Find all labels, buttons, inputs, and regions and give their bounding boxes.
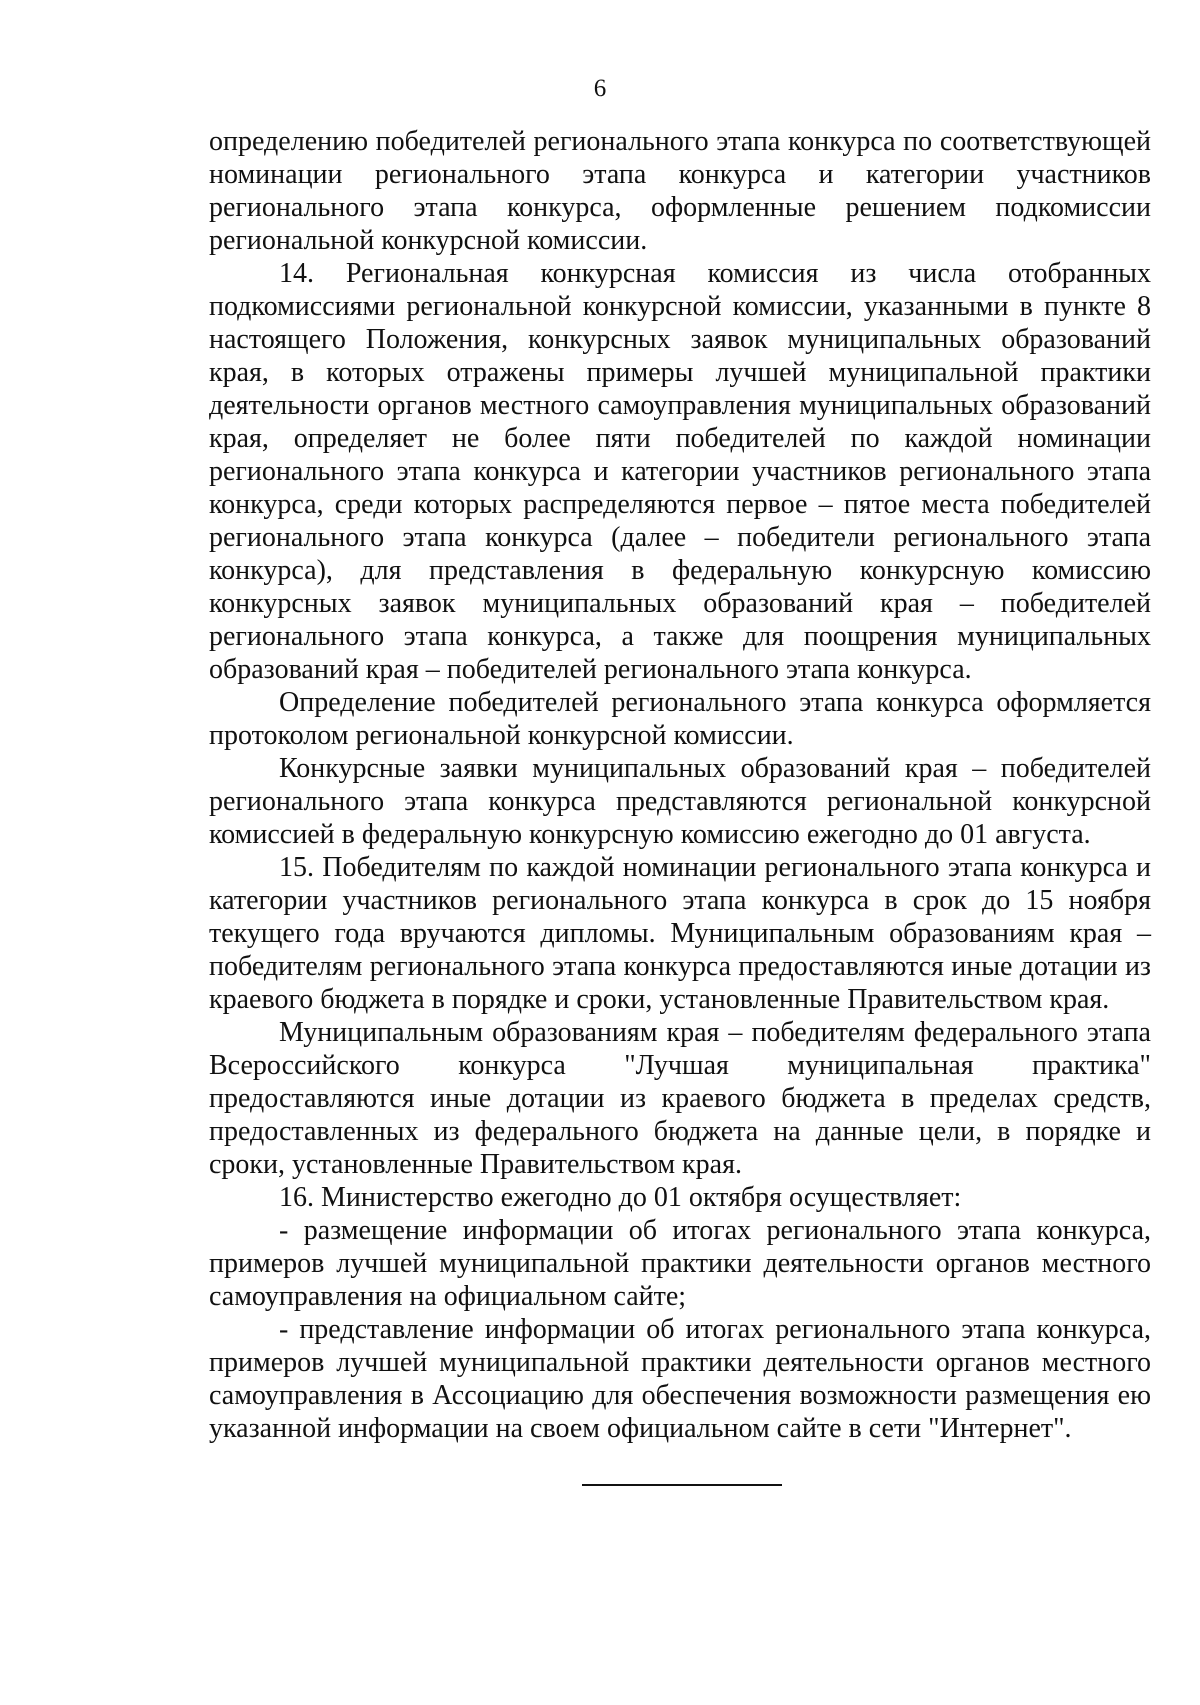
list-item-publication: - размещение информации об итогах регионального этапа конкурса, примеров лучшей муниципальной практики деятельности органов местного самоуправления на официальном сайте; xyxy=(209,1215,1151,1312)
paragraph-item-16: 16. Министерство ежегодно до 01 октября осуществляет: xyxy=(279,1182,962,1213)
page-number: 6 xyxy=(593,75,607,102)
paragraph-item-15: 15. Победителям по каждой номинации регионального этапа конкурса и категории участников регионального этапа конкурса в срок до 15 ноября текущего года вручаются дипломы. Муниципальным образованиям края – победителям регионального этапа конкурса предоставляются иные дотации из краевого бюджета в порядке и сроки, установленные Правительством края. xyxy=(209,852,1151,1015)
closing-divider xyxy=(582,1484,782,1486)
list-item-association: - представление информации об итогах регионального этапа конкурса, примеров лучшей муниципальной практики деятельности органов местного самоуправления в Ассоциацию для обеспечения возможности размещения ею указанной информации на своем официальном сайте в сети "Интернет". xyxy=(209,1314,1151,1444)
document-body xyxy=(209,125,1151,1445)
paragraph-applications: Конкурсные заявки муниципальных образований края – победителей регионального этапа конкурса представляются региональной конкурсной комиссией в федеральную конкурсную комиссию ежегодно до 01 августа. xyxy=(209,753,1151,850)
paragraph-item-14: 14. Региональная конкурсная комиссия из числа отобранных подкомиссиями региональной конкурсной комиссии, указанными в пункте 8 настоящего Положения, конкурсных заявок муниципальных образований края, в которых отражены примеры лучшей муниципальной практики деятельности органов местного самоуправления муниципальных образований края, определяет не более пяти победителей по каждой номинации регионального этапа конкурса и категории участников регионального этапа конкурса, среди которых распределяются первое – пятое места победителей регионального этапа конкурса (далее – победители регионального этапа конкурса), для представления в федеральную конкурсную комиссию конкурсных заявок муниципальных образований края – победителей регионального этапа конкурса, а также для поощрения муниципальных образований края – победителей регионального этапа конкурса. xyxy=(209,258,1151,685)
paragraph-protocol: Определение победителей регионального этапа конкурса оформляется протоколом региональной конкурсной комиссии. xyxy=(209,687,1151,751)
paragraph-continuation: определению победителей регионального этапа конкурса по соответствующей номинации регионального этапа конкурса и категории участников регионального этапа конкурса, оформленные решением подкомиссии региональной конкурсной комиссии. xyxy=(209,126,1151,256)
paragraph-federal-winners: Муниципальным образованиям края – победителям федерального этапа Всероссийского конкурса "Лучшая муниципальная практика" предоставляются иные дотации из краевого бюджета в пределах средств, предоставленных из федерального бюджета на данные цели, в порядке и сроки, установленные Правительством края. xyxy=(209,1017,1151,1180)
